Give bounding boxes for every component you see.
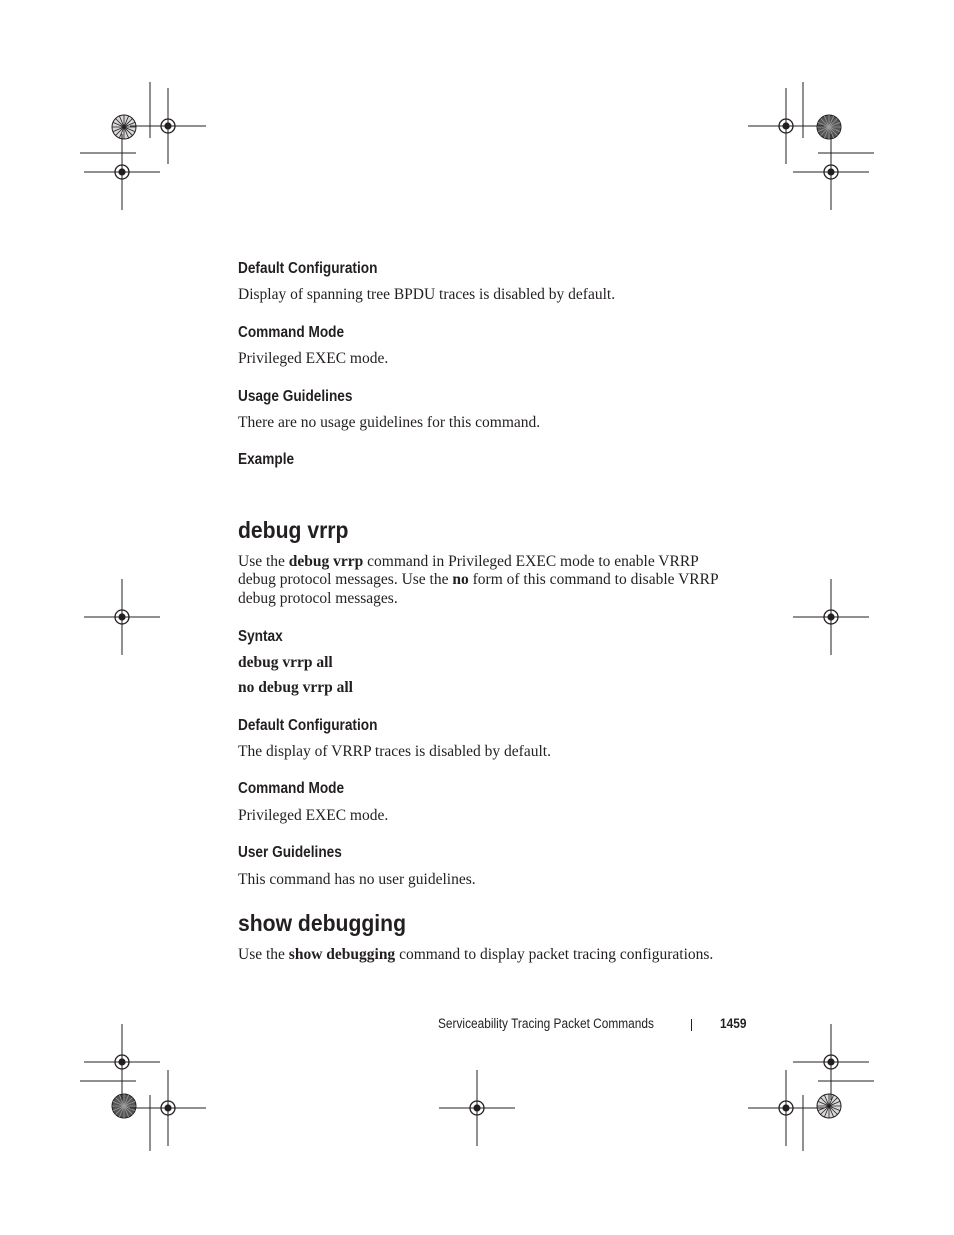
text-run: command in Privileged EXEC mode to enable VRRP	[363, 553, 699, 570]
user-guidelines-heading: User Guidelines	[238, 844, 342, 861]
debug-vrrp-description-line	[238, 553, 699, 572]
debug-vrrp-description-line: debug protocol messages.	[238, 590, 398, 607]
example-heading: Example	[238, 451, 295, 468]
debug-vrrp-description-line	[238, 571, 719, 590]
footer-chapter-title: Serviceability Tracing Packet Commands	[438, 1016, 654, 1031]
show-debugging-description	[238, 946, 713, 965]
command-keyword: no	[452, 571, 469, 588]
syntax-heading: Syntax	[238, 628, 283, 645]
user-guidelines-text: This command has no user guidelines.	[238, 871, 476, 888]
text-run: command to display packet tracing configurations.	[395, 946, 714, 963]
page-number: 1459	[720, 1016, 747, 1031]
debug-vrrp-title: debug vrrp	[238, 517, 349, 543]
default-configuration-heading: Default Configuration	[238, 260, 378, 277]
text-run: form of this command to disable VRRP	[468, 571, 719, 588]
default-configuration-heading: Default Configuration	[238, 717, 378, 734]
default-configuration-text: Display of spanning tree BPDU traces is disabled by default.	[238, 286, 616, 303]
default-configuration-text: The display of VRRP traces is disabled by default.	[238, 743, 551, 760]
text-run: debug protocol messages. Use the	[238, 571, 453, 588]
footer-separator	[691, 1019, 692, 1031]
syntax-line: debug vrrp all	[238, 654, 333, 671]
command-mode-text: Privileged EXEC mode.	[238, 807, 389, 824]
command-mode-heading: Command Mode	[238, 324, 345, 341]
command-name: debug vrrp	[288, 553, 364, 570]
usage-guidelines-text: There are no usage guidelines for this command.	[238, 414, 541, 431]
command-mode-text: Privileged EXEC mode.	[238, 350, 389, 367]
text-run: Use the	[238, 946, 289, 963]
text-run: Use the	[238, 553, 289, 570]
command-mode-heading: Command Mode	[238, 780, 345, 797]
usage-guidelines-heading: Usage Guidelines	[238, 388, 353, 405]
show-debugging-title: show debugging	[238, 910, 407, 936]
syntax-line: no debug vrrp all	[238, 679, 353, 696]
command-name: show debugging	[288, 946, 396, 963]
